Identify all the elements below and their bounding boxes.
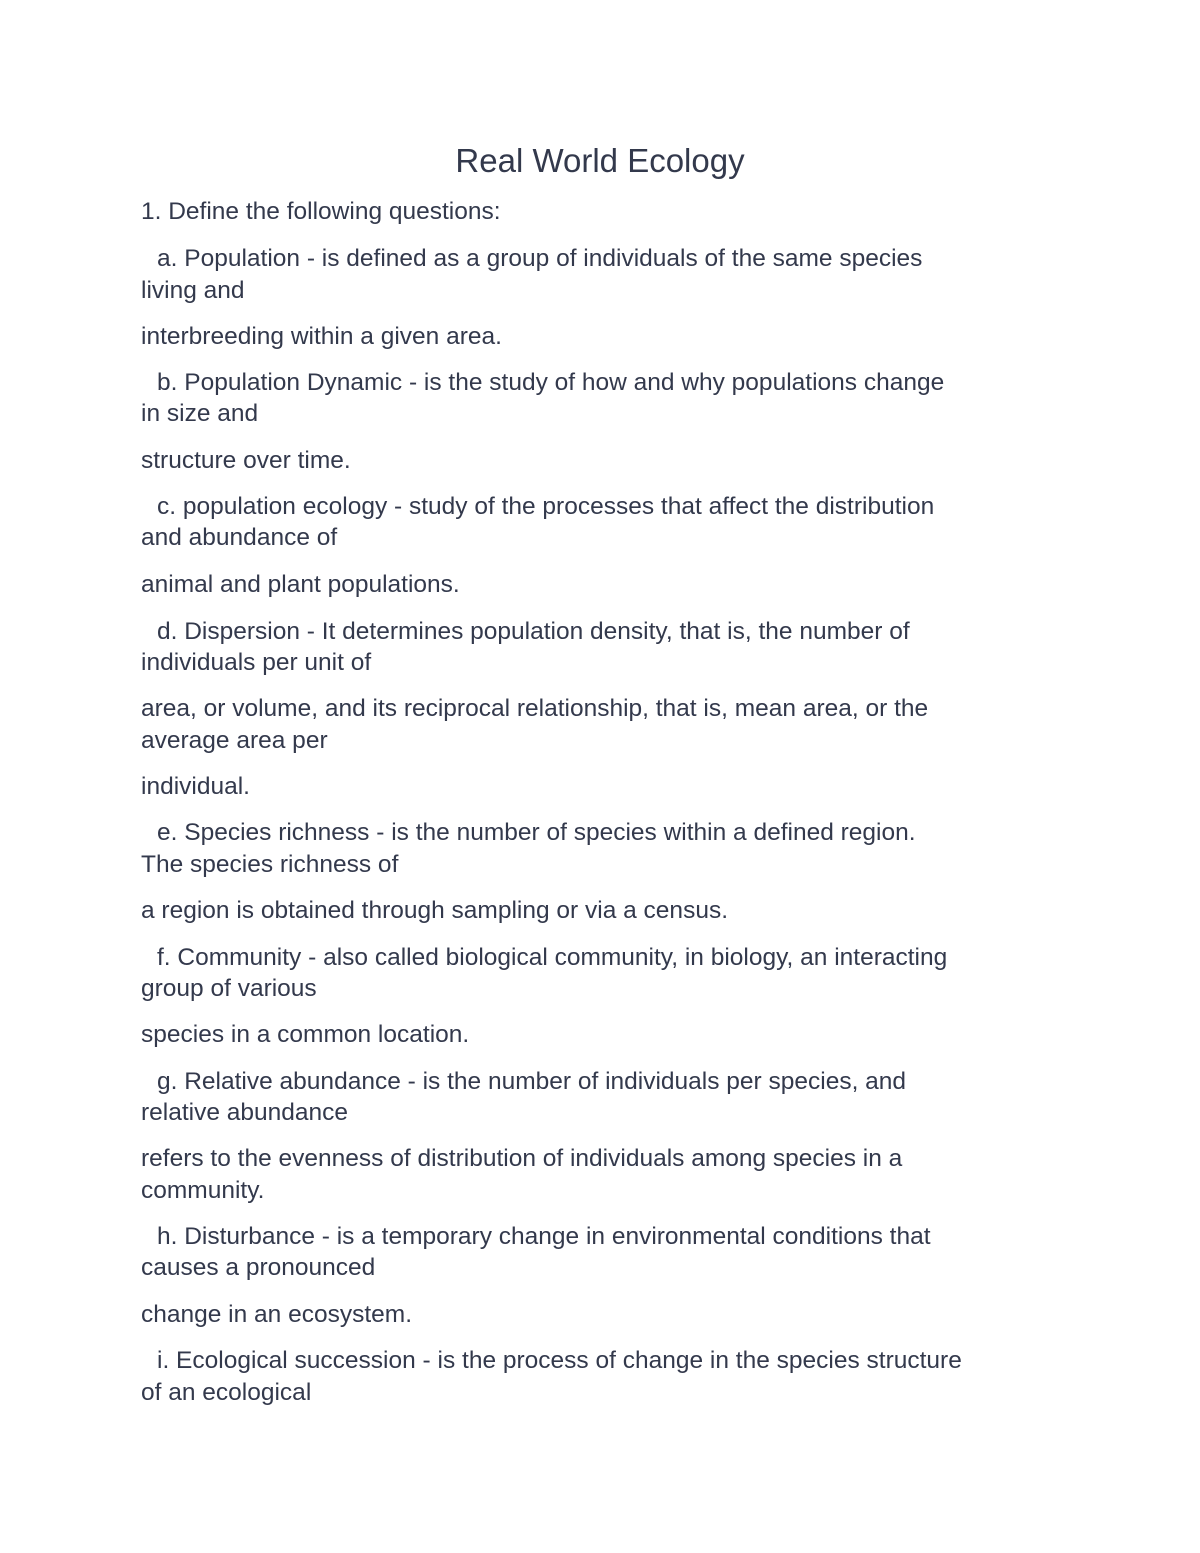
definition-line: animal and plant populations. — [141, 571, 460, 598]
definition-line: living and — [141, 277, 245, 304]
definition-line: d. Dispersion - It determines population density, that is, the number of — [157, 618, 910, 645]
definition-line: individuals per unit of — [141, 649, 372, 676]
definition-line: g. Relative abundance - is the number of individuals per species, and — [157, 1068, 907, 1095]
definition-line: interbreeding within a given area. — [141, 323, 502, 350]
definition-line: b. Population Dynamic - is the study of how and why populations change — [157, 369, 945, 396]
definition-line: The species richness of — [141, 851, 399, 878]
definition-line: relative abundance — [141, 1099, 349, 1126]
definition-line: f. Community - also called biological community, in biology, an interacting — [157, 944, 948, 971]
definition-line: average area per — [141, 727, 328, 754]
definition-line: c. population ecology - study of the processes that affect the distribution — [157, 493, 935, 520]
definition-line: causes a pronounced — [141, 1254, 376, 1281]
definition-line: e. Species richness - is the number of species within a defined region. — [157, 819, 916, 846]
definition-line: a region is obtained through sampling or via a census. — [141, 897, 728, 924]
definition-line: and abundance of — [141, 524, 338, 551]
definition-line: h. Disturbance - is a temporary change in environmental conditions that — [157, 1223, 931, 1250]
question-heading: 1. Define the following questions: — [141, 198, 501, 225]
definition-line: individual. — [141, 773, 250, 800]
definition-line: area, or volume, and its reciprocal relationship, that is, mean area, or the — [141, 695, 929, 722]
definition-line: structure over time. — [141, 447, 351, 474]
definition-line: a. Population - is defined as a group of individuals of the same species — [157, 245, 923, 272]
definition-line: i. Ecological succession - is the process of change in the species structure — [157, 1347, 962, 1374]
definition-line: change in an ecosystem. — [141, 1301, 413, 1328]
definition-line: of an ecological — [141, 1379, 312, 1406]
definition-line: species in a common location. — [141, 1021, 470, 1048]
definition-line: refers to the evenness of distribution of individuals among species in a — [141, 1145, 903, 1172]
definition-line: in size and — [141, 400, 259, 427]
document-title: Real World Ecology — [455, 142, 745, 179]
definition-line: group of various — [141, 975, 317, 1002]
definition-line: community. — [141, 1177, 265, 1204]
